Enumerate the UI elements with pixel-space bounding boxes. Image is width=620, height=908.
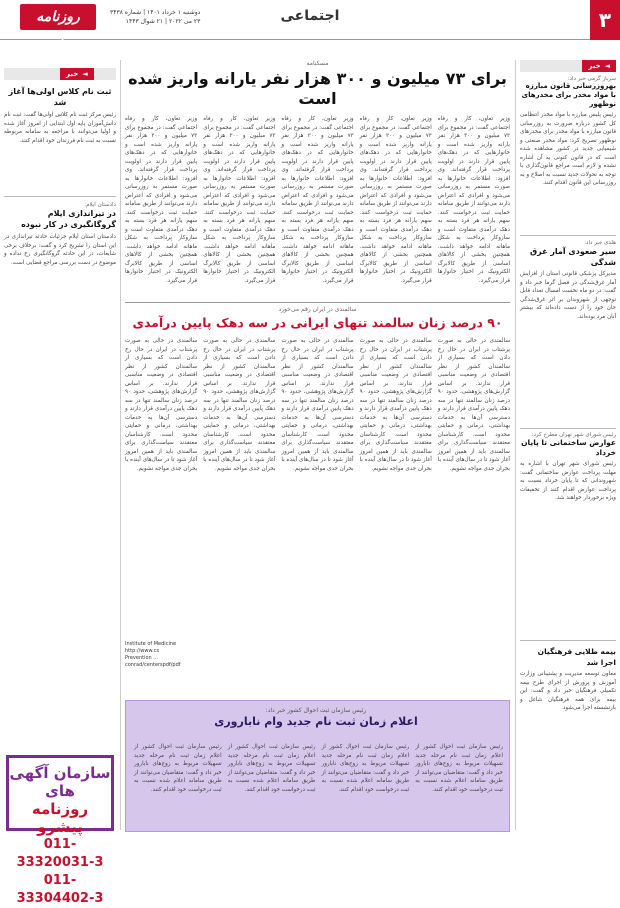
item-title[interactable]: در تیراندازی ایلام گروگانگیری در کار نبوده [21, 209, 116, 229]
issue-info [110, 8, 200, 26]
section-title: اجتماعی [280, 8, 340, 24]
banner-body-col-2: رئیس سازمان ثبت احوال کشور از اعلام زمان ثبت نام مرحله جدید تسهیلات مربوط به زوج‌های نابارور خبر داد و گفت: متقاضیان می‌توانند از طریق سامانه اعلام شده نسبت به ثبت درخواست خود اقدام کنند. [321, 744, 410, 793]
chevron-left-icon: ◄ [604, 62, 610, 70]
left-news-item-1 [4, 86, 116, 209]
second-story-body-col-2: سالمندی در حالی به صورت پرشتاب در ایران در حال رخ دادن است که بسیاری از سالمندان کشور از نظر اقتصادی در وضعیت مناسبی قرار ندارند. بر اساس گزارش‌های پژوهشی، حدود ۹۰ درصد زنان سالمند تنها در سه دهک پایین درآمدی قرار دارند و دسترسی آن‌ها به خدمات بهداشتی، درمانی و حمایتی محدود است. کارشناسان معتقدند سیاست‌گذاری برای سالمندی باید از همین امروز آغاز شود تا در سال‌های آینده با بحران جدی مواجه نشویم. [359, 338, 432, 472]
item-body: رئیس شورای شهر تهران با اشاره به مهلت پرداخت عوارض ساختمانی گفت: شهروندانی که تا پایان خرداد نسبت به پرداخت عوارض اقدام کنند از تخفیفات ویژه برخوردار خواهند شد. [520, 461, 616, 501]
right-news-item-2 [520, 240, 616, 428]
ad-phone-1[interactable]: 011-33320031-3 [16, 837, 104, 870]
bottom-banner [125, 700, 510, 832]
second-story-body-col-1: سالمندی در حالی به صورت پرشتاب در ایران در حال رخ دادن است که بسیاری از سالمندان کشور از نظر اقتصادی در وضعیت مناسبی قرار ندارند. بر اساس گزارش‌های پژوهشی، حدود ۹۰ درصد زنان سالمند تنها در سه دهک پایین درآمدی قرار دارند و دسترسی آن‌ها به خدمات بهداشتی، درمانی و حمایتی محدود است. کارشناسان معتقدند سیاست‌گذاری برای سالمندی باید از همین امروز آغاز شود تا در سال‌های آینده با بحران جدی مواجه نشویم. [437, 338, 510, 472]
news-tag: ◄خبر [582, 60, 616, 72]
main-story-body-col-2: وزیر تعاون، کار و رفاه اجتماعی گفت: در مجموع برای ۷۳ میلیون و ۳۰۰ هزار نفر یارانه واریز شده است و خانوارهایی که در دهک‌های پایین قرار دارند در اولویت پرداخت قرار گرفته‌اند. وی افزود: اطلاعات خانوارها به صورت مستمر به روزرسانی می‌شود و افرادی که اعتراض دارند می‌توانند از طریق سامانه حمایت ثبت درخواست کنند. سهم یارانه هر فرد بسته به دهک درآمدی متفاوت است و سازوکار پرداخت به شکل ماهانه ادامه خواهد داشت. همچنین بخشی از کالاهای اساسی از طریق کالابرگ الکترونیک در اختیار خانوارها قرار می‌گیرد. [359, 116, 432, 284]
column-divider [120, 60, 121, 830]
divider [4, 196, 116, 197]
second-story-body-col-4: سالمندی در حالی به صورت پرشتاب در ایران در حال رخ دادن است که بسیاری از سالمندان کشور از نظر اقتصادی در وضعیت مناسبی قرار ندارند. بر اساس گزارش‌های پژوهشی، حدود ۹۰ درصد زنان سالمند تنها در سه دهک پایین درآمدی قرار دارند و دسترسی آن‌ها به خدمات بهداشتی، درمانی و حمایتی محدود است. کارشناسان معتقدند سیاست‌گذاری برای سالمندی باید از همین امروز آغاز شود تا در سال‌های آینده با بحران جدی مواجه نشویم. [203, 338, 276, 472]
second-story-title[interactable]: ۹۰ درصد زنان سالمند تنهای ایرانی در سه دهک پایین درآمدی [132, 315, 503, 330]
divider [520, 428, 616, 429]
item-kicker: سرباز گرمی خبر داد: [567, 76, 616, 82]
second-story [125, 306, 510, 669]
item-body: معاون توسعه مدیریت و پشتیبانی وزارت آموزش و پرورش از اجرای طرح بیمه تکمیلی فرهنگیان خبر داد و گفت: این بیمه برای همه فرهنگیان شاغل و بازنشسته اجرا می‌شود. [520, 671, 616, 711]
second-story-last-col [125, 337, 197, 669]
item-body: مدیرکل پزشکی قانونی استان از افزایش آمار غرق‌شدگی در فصل گرما خبر داد و گفت: در دو ماه نخست امسال تعداد قابل توجهی از شهروندان بر اثر غرق‌شدگی جان خود را از دست داده‌اند که بیشتر آنان مرد بوده‌اند. [520, 271, 616, 320]
reference-line-2[interactable]: Prevention ... conrad/centerspdf/pdf [124, 655, 181, 668]
item-title[interactable]: عوارض ساختمانی تا پایان خرداد [521, 438, 616, 457]
banner-body-col-4: رئیس سازمان ثبت احوال کشور از اعلام زمان ثبت نام مرحله جدید تسهیلات مربوط به زوج‌های نابارور خبر داد و گفت: متقاضیان می‌توانند از طریق سامانه اعلام شده نسبت به ثبت درخواست خود اقدام کنند. [134, 744, 222, 793]
right-news-item-3 [520, 432, 616, 632]
main-story [125, 60, 510, 325]
right-news-item-1 [520, 76, 616, 243]
column-divider [515, 60, 516, 830]
item-kicker: رئیس شورای شهر تهران مطرح کرد: [531, 432, 616, 438]
ad-title: سازمان آگهی های [9, 764, 111, 800]
issue-line-2: ۲۳ می ۲۰۲۲ | ۲۱ شوال ۱۴۴۳ [125, 18, 201, 25]
item-title[interactable]: بهروزرسانی قانون مبارزه با مواد مخدر برای مخدرهای نوظهور [521, 82, 616, 108]
reference-line-1[interactable]: Institute of Medicine http://www.cs [124, 641, 177, 654]
banner-kicker: رئیس سازمان ثبت احوال کشور خبر داد: [265, 707, 367, 714]
banner-body-col-1: رئیس سازمان ثبت احوال کشور از اعلام زمان ثبت نام مرحله جدید تسهیلات مربوط به زوج‌های نابارور خبر داد و گفت: متقاضیان می‌توانند از طریق سامانه اعلام شده نسبت به ثبت درخواست خود اقدام کنند. [415, 744, 503, 793]
second-story-body-col-3: سالمندی در حالی به صورت پرشتاب در ایران در حال رخ دادن است که بسیاری از سالمندان کشور از نظر اقتصادی در وضعیت مناسبی قرار ندارند. بر اساس گزارش‌های پژوهشی، حدود ۹۰ درصد زنان سالمند تنها در سه دهک پایین درآمدی قرار دارند و دسترسی آن‌ها به خدمات بهداشتی، درمانی و حمایتی محدود است. کارشناسان معتقدند سیاست‌گذاری برای سالمندی باید از همین امروز آغاز شود تا در سال‌های آینده با بحران جدی مواجه نشویم. [281, 338, 354, 472]
main-story-body-col-4: وزیر تعاون، کار و رفاه اجتماعی گفت: در مجموع برای ۷۳ میلیون و ۳۰۰ هزار نفر یارانه واریز شده است و خانوارهایی که در دهک‌های پایین قرار دارند در اولویت پرداخت قرار گرفته‌اند. وی افزود: اطلاعات خانوارها به صورت مستمر به روزرسانی می‌شود و افرادی که اعتراض دارند می‌توانند از طریق سامانه حمایت ثبت درخواست کنند. سهم یارانه هر فرد بسته به دهک درآمدی متفاوت است و سازوکار پرداخت به شکل ماهانه ادامه خواهد داشت. همچنین بخشی از کالاهای اساسی از طریق کالابرگ الکترونیک در اختیار خانوارها قرار می‌گیرد. [203, 116, 276, 284]
main-story-body-col-3: وزیر تعاون، کار و رفاه اجتماعی گفت: در مجموع برای ۷۳ میلیون و ۳۰۰ هزار نفر یارانه واریز شده است و خانوارهایی که در دهک‌های پایین قرار دارند در اولویت پرداخت قرار گرفته‌اند. وی افزود: اطلاعات خانوارها به صورت مستمر به روزرسانی می‌شود و افرادی که اعتراض دارند می‌توانند از طریق سامانه حمایت ثبت درخواست کنند. سهم یارانه هر فرد بسته به دهک درآمدی متفاوت است و سازوکار پرداخت به شکل ماهانه ادامه خواهد داشت. همچنین بخشی از کالاهای اساسی از طریق کالابرگ الکترونیک در اختیار خانوارها قرار می‌گیرد. [281, 116, 354, 284]
main-story-columns [125, 115, 510, 325]
issue-line-1: دوشنبه ۱ خرداد ۱۴۰۱ | شماره ۳۴۳۸ [110, 9, 201, 16]
page-header [0, 0, 620, 51]
left-news-item-2 [4, 202, 116, 703]
item-title[interactable]: سیر صعودی آمار غرق شدگی [529, 247, 616, 267]
banner-body-col-3: رئیس سازمان ثبت احوال کشور از اعلام زمان ثبت نام مرحله جدید تسهیلات مربوط به زوج‌های نابارور خبر داد و گفت: متقاضیان می‌توانند از طریق سامانه اعلام شده نسبت به ثبت درخواست خود اقدام کنند. [227, 744, 316, 793]
ad-phone-2[interactable]: 011-33304402-3 [16, 873, 104, 906]
divider [125, 302, 510, 303]
chevron-left-icon: ◄ [82, 70, 88, 78]
divider [520, 235, 616, 236]
item-title[interactable]: بیمه طلایی فرهنگیان اجرا شد [537, 647, 616, 667]
item-kicker: هلدی خبر داد: [584, 240, 616, 246]
banner-columns [134, 743, 503, 827]
second-story-columns [125, 337, 510, 669]
item-body: رئیس پلیس مبارزه با مواد مخدر انتظامی کل کشور درباره ضرورت به روزرسانی قانون مبارزه با مواد مخدر برای مخدرهای نوظهور تصریح کرد: مواد مخدر صنعتی و شیمیایی جدید در کشور مشاهده شده است که در قانون کنونی به آن اشاره نشده و لازم است مراجع قانون‌گذاری با توجه به تحولات جدید نسبت به اصلاح و به روزرسانی این قانون اقدام کنند. [520, 112, 616, 186]
page-number: ۳ [590, 0, 620, 40]
ad-box[interactable] [6, 755, 114, 906]
divider [520, 640, 616, 641]
second-story-body-col-5: سالمندی در حالی به صورت پرشتاب در ایران در حال رخ دادن است که بسیاری از سالمندان کشور از نظر اقتصادی در وضعیت مناسبی قرار ندارند. بر اساس گزارش‌های پژوهشی، حدود ۹۰ درصد زنان سالمند تنها در سه دهک پایین درآمدی قرار دارند و دسترسی آن‌ها به خدمات بهداشتی، درمانی و حمایتی محدود است. کارشناسان معتقدند سیاست‌گذاری برای سالمندی باید از همین امروز آغاز شود تا در سال‌های آینده با بحران جدی مواجه نشویم. [124, 338, 198, 472]
item-body: رئیس مرکز ثبت نام کلاس اولی‌ها گفت: ثبت نام دانش‌آموزان پایه اول ابتدایی از امروز آغاز شده و اولیا می‌توانند با مراجعه به سامانه مربوطه نسبت به ثبت نام فرزندان خود اقدام کنند. [4, 112, 116, 144]
newspaper-logo[interactable]: روزنامه پیشرو [20, 4, 96, 30]
right-news-item-4 [520, 646, 616, 836]
item-body: دادستان استان ایلام جزئیات حادثه تیراندازی در این استان را تشریح کرد و گفت: برخلاف برخی شایعات، در این حادثه گروگانگیری رخ نداده و موضوع در دست بررسی مراجع قضایی است. [4, 234, 116, 266]
item-kicker: دادستان ایلام: [84, 202, 116, 208]
item-title[interactable]: ثبت نام کلاس اولی‌ها آغاز شد [8, 87, 112, 107]
second-story-kicker: سالمندی در ایران رقم می‌خورد [278, 306, 357, 313]
main-story-body-col-1: وزیر تعاون، کار و رفاه اجتماعی گفت: در مجموع برای ۷۳ میلیون و ۳۰۰ هزار نفر یارانه واریز شده است و خانوارهایی که در دهک‌های پایین قرار دارند در اولویت پرداخت قرار گرفته‌اند. وی افزود: اطلاعات خانوارها به صورت مستمر به روزرسانی می‌شود و افرادی که اعتراض دارند می‌توانند از طریق سامانه حمایت ثبت درخواست کنند. سهم یارانه هر فرد بسته به دهک درآمدی متفاوت است و سازوکار پرداخت به شکل ماهانه ادامه خواهد داشت. همچنین بخشی از کالاهای اساسی از طریق کالابرگ الکترونیک در اختیار خانوارها قرار می‌گیرد. [437, 116, 510, 284]
main-story-title[interactable]: برای ۷۳ میلیون و ۳۰۰ هزار نفر یارانه واریز شده است [128, 69, 507, 108]
main-story-kicker: مسکنامه [306, 60, 329, 67]
ad-subtitle: روزنامه پیشرو [31, 800, 89, 836]
main-story-body-col-5: وزیر تعاون، کار و رفاه اجتماعی گفت: در مجموع برای ۷۳ میلیون و ۳۰۰ هزار نفر یارانه واریز شده است و خانوارهایی که در دهک‌های پایین قرار دارند در اولویت پرداخت قرار گرفته‌اند. وی افزود: اطلاعات خانوارها به صورت مستمر به روزرسانی می‌شود و افرادی که اعتراض دارند می‌توانند از طریق سامانه حمایت ثبت درخواست کنند. سهم یارانه هر فرد بسته به دهک درآمدی متفاوت است و سازوکار پرداخت به شکل ماهانه ادامه خواهد داشت. همچنین بخشی از کالاهای اساسی از طریق کالابرگ الکترونیک در اختیار خانوارها قرار می‌گیرد. [124, 116, 198, 284]
news-tag: ◄خبر [60, 68, 94, 80]
banner-title[interactable]: اعلام زمان ثبت نام جدید وام ناباروری [214, 715, 418, 728]
